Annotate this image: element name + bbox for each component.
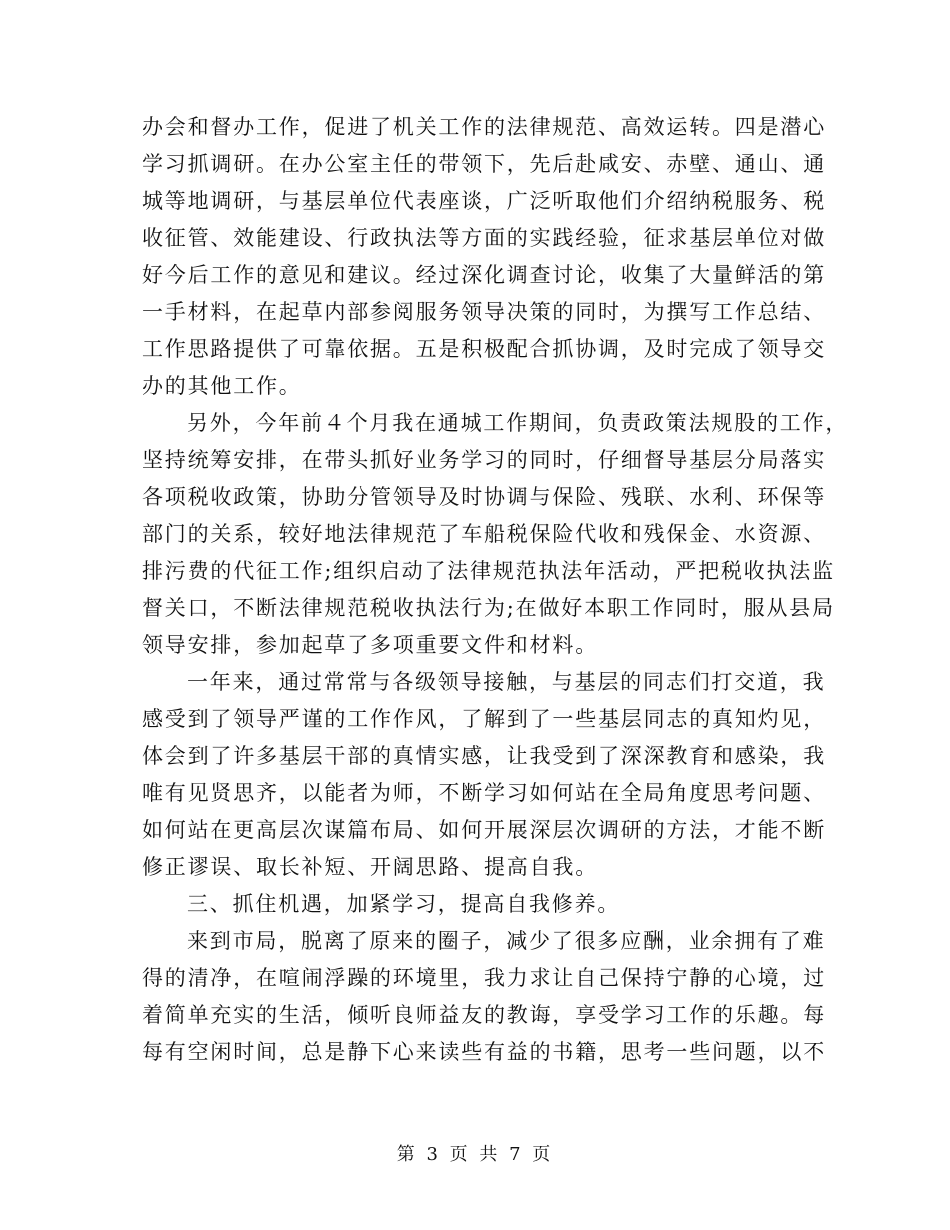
text-line: 各项税收政策，协助分管领导及时协调与保险、残联、水利、环保等	[142, 485, 826, 509]
text-line: 学习抓调研。在办公室主任的带领下，先后赴咸安、赤壁、通山、通	[142, 152, 826, 176]
text-line: 每有空闲时间，总是静下心来读些有益的书籍，思考一些问题，以不	[142, 1040, 826, 1064]
text-line: 办会和督办工作，促进了机关工作的法律规范、高效运转。四是潜心	[142, 115, 826, 139]
text-line: 办的其他工作。	[142, 374, 302, 398]
text-line: 着简单充实的生活，倾听良师益友的教诲，享受学习工作的乐趣。每	[142, 1003, 826, 1027]
text-line: 收征管、效能建设、行政执法等方面的实践经验，征求基层单位对做	[142, 226, 826, 250]
paragraph-first-line: 另外，今年前４个月我在通城工作期间，负责政策法规股的工作，	[187, 411, 849, 435]
text-line: 坚持统筹安排，在带头抓好业务学习的同时，仔细督导基层分局落实	[142, 448, 826, 472]
text-line: 一手材料，在起草内部参阅服务领导决策的同时，为撰写工作总结、	[142, 300, 826, 324]
text-line: 领导安排，参加起草了多项重要文件和材料。	[142, 633, 598, 657]
text-line: 修正谬误、取长补短、开阔思路、提高自我。	[142, 855, 598, 879]
text-line: 好今后工作的意见和建议。经过深化调查讨论，收集了大量鲜活的第	[142, 263, 826, 287]
text-line: 感受到了领导严谨的工作作风，了解到了一些基层同志的真知灼见，	[142, 707, 826, 731]
text-line: 部门的关系，较好地法律规范了车船税保险代收和残保金、水资源、	[142, 522, 826, 546]
paragraph-first-line: 一年来，通过常常与各级领导接触，与基层的同志们打交道，我	[187, 670, 826, 694]
text-line: 唯有见贤思齐，以能者为师，不断学习如何站在全局角度思考问题、	[142, 781, 826, 805]
text-line: 得的清净，在喧闹浮躁的环境里，我力求让自己保持宁静的心境，过	[142, 966, 826, 990]
text-line: 城等地调研，与基层单位代表座谈，广泛听取他们介绍纳税服务、税	[142, 189, 826, 213]
text-line: 督关口，不断法律规范税收执法行为;在做好本职工作同时，服从县局	[142, 596, 835, 620]
page-footer: 第 3 页 共 7 页	[396, 1144, 554, 1165]
text-line: 排污费的代征工作;组织启动了法律规范执法年活动，严把税收执法监	[142, 559, 835, 583]
section-heading: 三、抓住机遇，加紧学习，提高自我修养。	[187, 892, 621, 916]
text-line: 如何站在更高层次谋篇布局、如何开展深层次调研的方法，才能不断	[142, 818, 826, 842]
text-line: 工作思路提供了可靠依据。五是积极配合抓协调，及时完成了领导交	[142, 337, 826, 361]
paragraph-first-line: 来到市局，脱离了原来的圈子，减少了很多应酬，业余拥有了难	[187, 929, 826, 953]
text-line: 体会到了许多基层干部的真情实感，让我受到了深深教育和感染，我	[142, 744, 826, 768]
